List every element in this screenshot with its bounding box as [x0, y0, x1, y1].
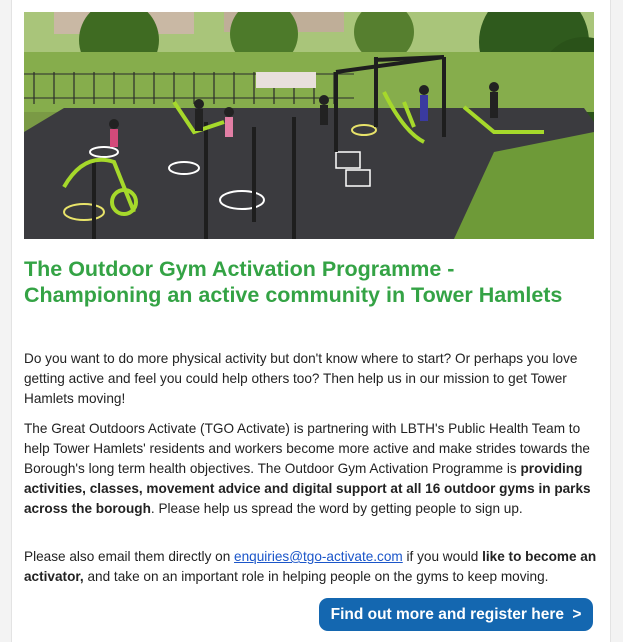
email-link[interactable]: enquiries@tgo-activate.com — [234, 549, 403, 564]
contact-paragraph — [24, 547, 599, 587]
contact-middle-text: if you would — [402, 549, 483, 564]
programme-outro-text: . Please help us spread the word by getting people to sign up. — [150, 501, 523, 516]
intro-paragraph: Do you want to do more physical activity but don't know where to start? Or perhaps you love getting active and feel you could help others too? Then help us in our mission to get Tower Hamlets moving! — [24, 351, 578, 406]
programme-intro-text: The Great Outdoors Activate (TGO Activate) is partnering with LBTH's Public Health Team to help Tower Hamlets' residents and workers become more active and make strides towards the Borough's long term health objectives. The Outdoor Gym Activation Programme is — [24, 421, 590, 476]
programme-bold-text: providing activities, classes, movement advice and digital support at all 16 outdoor gyms in parks across the borough — [24, 461, 591, 516]
newsletter-card — [11, 0, 611, 642]
page-title: The Outdoor Gym Activation Programme - Championing an active community in Tower Hamlets — [24, 257, 563, 307]
register-button[interactable] — [319, 598, 593, 631]
contact-before-text: Please also email them directly on — [24, 549, 235, 564]
register-button-label: Find out more and register here — [330, 606, 565, 623]
contact-after-text: and take on an important role in helping people on the gyms to keep moving. — [83, 569, 549, 584]
hero-image — [24, 12, 594, 239]
programme-paragraph — [24, 419, 599, 519]
chevron-right-icon: > — [572, 606, 582, 623]
activator-bold-text: like to become an activator, — [24, 549, 597, 584]
